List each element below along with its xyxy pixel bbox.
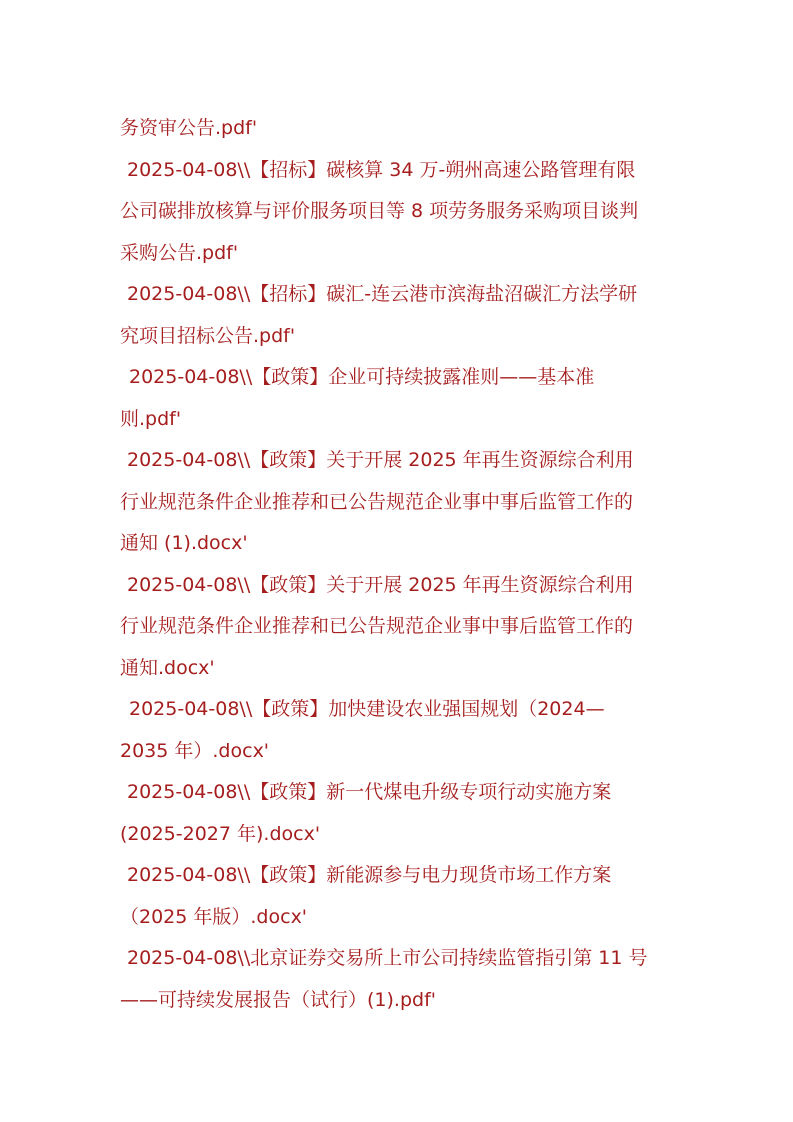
text-line: 通知.docx' xyxy=(120,656,215,679)
text-line: 采购公告.pdf' xyxy=(120,241,239,264)
text-line: ——可持续发展报告（试行）(1).pdf' xyxy=(120,988,436,1011)
text-line: 则.pdf' xyxy=(120,407,182,430)
text-line: 2025-04-08\\【政策】企业可持续披露准则——基本准 xyxy=(129,366,595,388)
text-line: （2025 年版）.docx' xyxy=(120,905,308,928)
text-line: 究项目招标公告.pdf' xyxy=(120,324,296,347)
text-line: 2025-04-08\\【政策】新一代煤电升级专项行动实施方案 xyxy=(127,781,612,803)
text-line: 2025-04-08\\【招标】碳汇-连云港市滨海盐沼碳汇方法学研 xyxy=(127,283,638,305)
text-line: 2025-04-08\\【政策】关于开展 2025 年再生资源综合利用 xyxy=(127,573,634,596)
text-line: 2035 年）.docx' xyxy=(120,739,270,762)
text-line: (2025-2027 年).docx' xyxy=(120,822,321,845)
text-line: 2025-04-08\\【政策】关于开展 2025 年再生资源综合利用 xyxy=(127,449,634,471)
text-line: 2025-04-08\\【政策】加快建设农业强国规划（2024— xyxy=(129,698,605,720)
text-line: 务资审公告.pdf' xyxy=(120,117,258,139)
document-body xyxy=(120,108,676,1021)
text-line: 通知 (1).docx' xyxy=(120,532,248,554)
text-line: 2025-04-08\\【招标】碳核算 34 万-朔州高速公路管理有限 xyxy=(127,158,636,181)
text-line: 2025-04-08\\【政策】新能源参与电力现货市场工作方案 xyxy=(127,864,612,886)
text-line: 2025-04-08\\北京证券交易所上市公司持续监管指引第 11 号 xyxy=(127,947,648,969)
text-line: 行业规范条件企业推荐和已公告规范企业事中事后监管工作的 xyxy=(120,615,634,637)
text-line: 行业规范条件企业推荐和已公告规范企业事中事后监管工作的 xyxy=(120,490,634,513)
text-line: 公司碳排放核算与评价服务项目等 8 项劳务服务采购项目谈判 xyxy=(120,200,639,222)
